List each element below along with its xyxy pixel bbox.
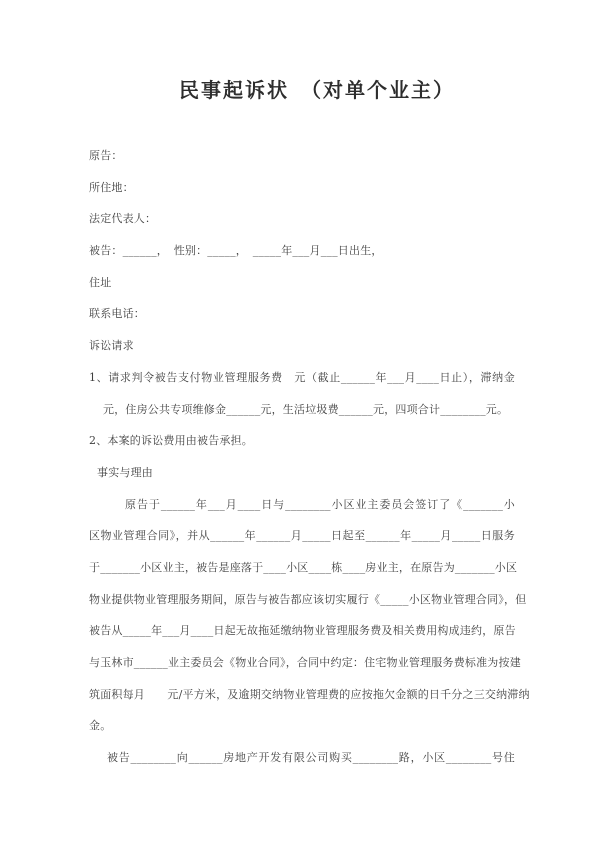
line-facts-8: 金。 [89, 719, 112, 733]
line-contact-phone: 联系电话： [89, 307, 145, 321]
line-facts-7: 筑面积每月 元/平方米，及逾期交纳物业管理费的应按拖欠金额的日千分之三交纳滞纳 [89, 687, 530, 701]
line-facts-2: 区物业管理合同》，并从______年______月_____日起至______年_____月_____日服务 [89, 529, 515, 543]
line-facts-4: 物业提供物业管理服务期间，原告与被告都应该切实履行《_____小区物业管理合同》，但 [89, 592, 527, 606]
line-purchase-info: 被告________向______房地产开发有限公司购买________路，小区________号住 [107, 751, 515, 765]
line-claim-1-part2: 元，住房公共专项维修金______元，生活垃圾费______元，四项合计________元。 [103, 402, 509, 416]
line-claim-2: 2、本案的诉讼费用由被告承担。 [89, 434, 253, 448]
line-defendant-info: 被告：______， 性别：_____， _____年___月___日出生， [89, 244, 383, 258]
line-facts-6: 与玉林市______业主委员会《物业合同》，合同中约定：住宅物业管理服务费标准为按建 [89, 656, 521, 669]
line-legal-representative: 法定代表人： [89, 212, 157, 226]
document-title: 民事起诉状 （对单个业主） [179, 78, 455, 102]
line-plaintiff-label: 原告： [89, 149, 123, 162]
line-facts-heading: 事实与理由 [97, 465, 153, 479]
line-claim-1-part1: 1、请求判令被告支付物业管理服务费 元（截止______年___月____日止），滞纳金 [89, 370, 515, 384]
line-claims-heading: 诉讼请求 [89, 339, 134, 353]
line-facts-1: 原告于______年___月____日与________小区业主委员会签订了《_______小 [125, 497, 515, 511]
document-body [89, 140, 530, 774]
line-address-label: 住址 [89, 275, 112, 289]
line-facts-5: 被告从_____年___月____日起无故拖延缴纳物业管理服务费及相关费用构成违约，原告 [89, 624, 516, 638]
line-facts-3: 于_______小区业主，被告是座落于____小区____栋____房业主，在原告为_______小区 [89, 560, 518, 574]
line-residence-label: 所住地： [89, 180, 134, 194]
